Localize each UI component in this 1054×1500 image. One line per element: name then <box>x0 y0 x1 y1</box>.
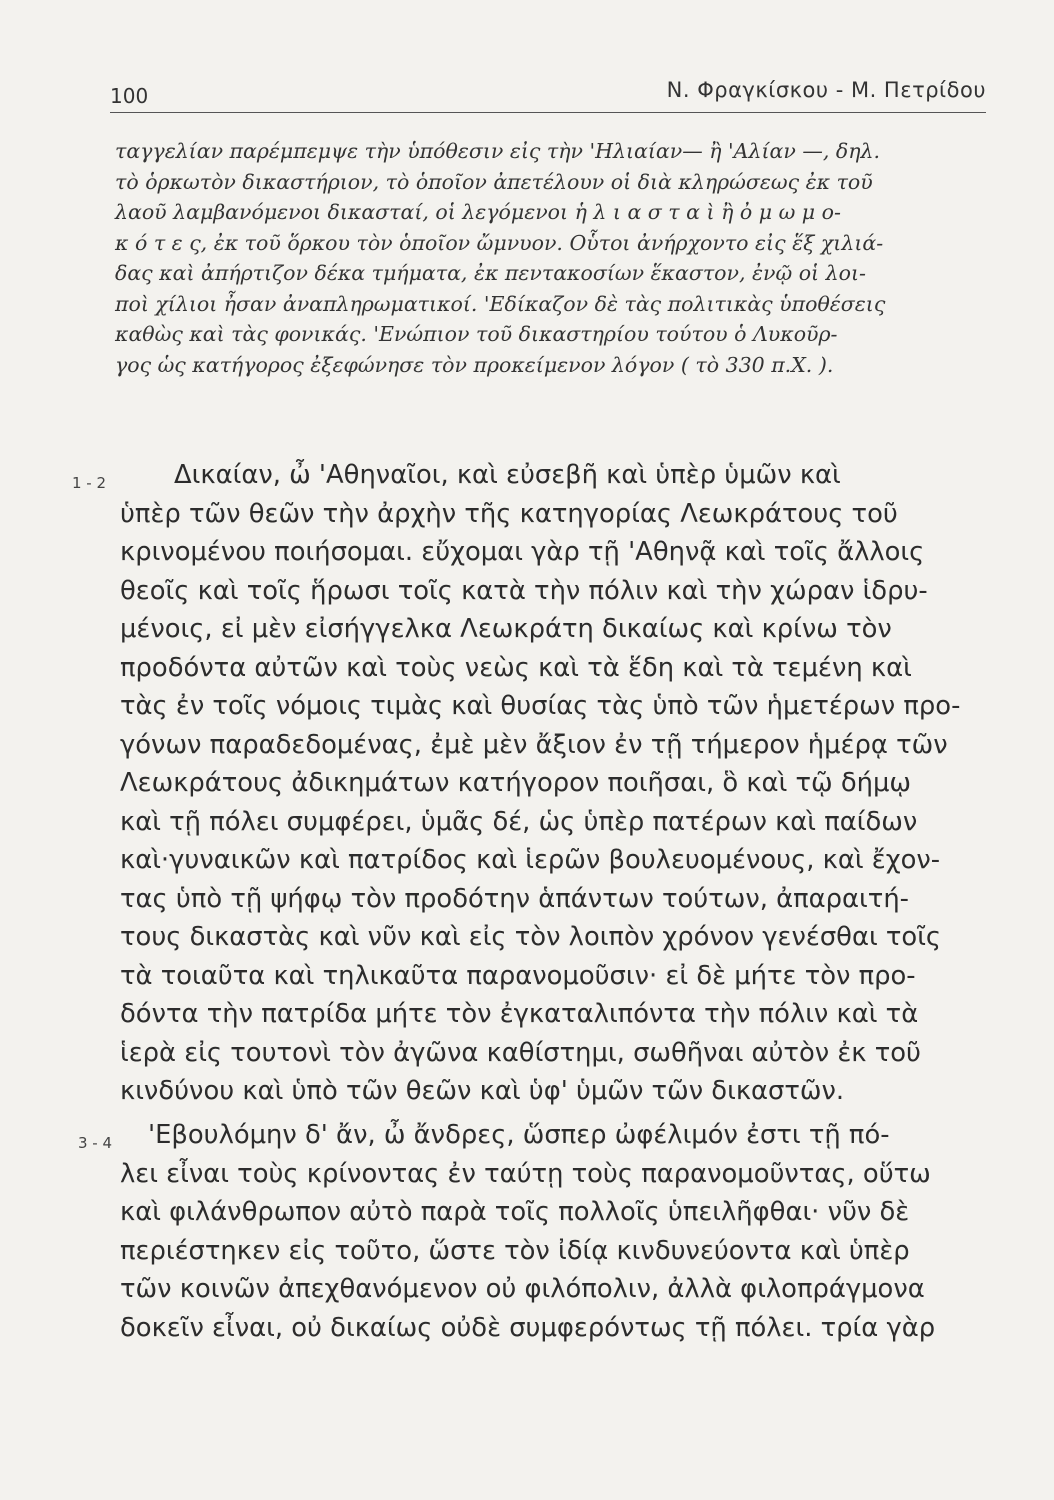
intro-line: καθὼς καὶ τὰς φονικάς. 'Ενώπιον τοῦ δικαστηρίου τούτου ὁ Λυκοῦρ- <box>115 322 838 346</box>
page-header <box>110 78 986 112</box>
greek-line: καὶ τῇ πόλει συμφέρει, ὑμᾶς δέ, ὡς ὑπὲρ πατέρων καὶ παίδων <box>120 806 918 837</box>
intro-line: γος ὡς κατήγορος ἐξεφώνησε τὸν προκείμενον λόγον ( τὸ 330 π.Χ. ). <box>115 352 834 377</box>
greek-line: καὶ φιλάνθρωπον αὐτὸ παρὰ τοῖς πολλοῖς ὑπειλῆφθαι· νῦν δὲ <box>120 1197 910 1227</box>
page-number: 100 <box>110 84 149 108</box>
greek-line: μένοις, εἰ μὲν εἰσήγγελκα Λεωκράτη δικαίως καὶ κρίνω τὸν <box>120 614 892 644</box>
greek-line: λει εἶναι τοὺς κρίνοντας ἐν ταύτῃ τοὺς παρανομοῦντας, οὕτω <box>120 1158 931 1189</box>
greek-line: δόντα τὴν πατρίδα μήτε τὸν ἐγκαταλιπόντα τὴν πόλιν καὶ τὰ <box>120 999 919 1029</box>
intro-commentary <box>115 136 980 380</box>
greek-line: τῶν κοινῶν ἀπεχθανόμενον οὐ φιλόπολιν, ἀλλὰ φιλοπράγμονα <box>120 1274 925 1304</box>
greek-line: ὑπὲρ τῶν θεῶν τὴν ἀρχὴν τῆς κατηγορίας Λεωκράτους τοῦ <box>120 498 898 529</box>
intro-line: ταγγελίαν παρέμπεμψε τὴν ὑπόθεσιν εἰς τὴν 'Ηλιαίαν— ἢ 'Αλίαν —, δηλ. <box>115 139 880 163</box>
greek-line: κρινομένου ποιήσομαι. εὔχομαι γὰρ τῇ 'Αθηνᾷ καὶ τοῖς ἄλλοις <box>120 537 925 567</box>
intro-line: κ ό τ ε ς, ἐκ τοῦ ὅρκου τὸν ὁποῖον ὤμνυον. Οὗτοι ἀνήρχοντο εἰς ἕξ χιλιά- <box>115 230 884 255</box>
greek-line: Δικαίαν, ὦ 'Αθηναῖοι, καὶ εὐσεβῆ καὶ ὑπὲρ ὑμῶν καὶ <box>174 460 841 490</box>
header-rule <box>110 112 986 113</box>
intro-line: ποὶ χίλιοι ἦσαν ἀναπληρωματικοί. 'Εδίκαζον δὲ τὰς πολιτικὰς ὑποθέσεις <box>115 291 886 316</box>
greek-line: δοκεῖν εἶναι, οὐ δικαίως οὐδὲ συμφερόντως τῇ πόλει. τρία γὰρ <box>120 1312 936 1343</box>
greek-line: τὰς ἐν τοῖς νόμοις τιμὰς καὶ θυσίας τὰς ὑπὸ τῶν ἡμετέρων προ- <box>120 691 961 721</box>
intro-line: τὸ ὁρκωτὸν δικαστήριον, τὸ ὁποῖον ἀπετέλουν οἱ διὰ κληρώσεως ἐκ τοῦ <box>115 169 873 194</box>
greek-line: κινδύνου καὶ ὑπὸ τῶν θεῶν καὶ ὑφ' ὑμῶν τῶν δικαστῶν. <box>120 1076 845 1106</box>
section-marker: 1 - 2 <box>72 474 107 492</box>
greek-line: Λεωκράτους ἀδικημάτων κατήγορον ποιῆσαι, ὃ καὶ τῷ δήμῳ <box>120 768 911 798</box>
intro-line: δας καὶ ἀπήρτιζον δέκα τμήματα, ἐκ πεντακοσίων ἕκαστον, ἐνῷ οἱ λοι- <box>115 261 866 285</box>
greek-line: θεοῖς καὶ τοῖς ἥρωσι τοῖς κατὰ τὴν πόλιν καὶ τὴν χώραν ἱδρυ- <box>120 575 928 606</box>
greek-line: καὶ·γυναικῶν καὶ πατρίδος καὶ ἱερῶν βουλευομένους, καὶ ἔχον- <box>120 845 941 875</box>
greek-line: περιέστηκεν εἰς τοῦτο, ὥστε τὸν ἰδίᾳ κινδυνεύοντα καὶ ὑπὲρ <box>120 1235 910 1266</box>
greek-line: προδόντα αὐτῶν καὶ τοὺς νεὼς καὶ τὰ ἕδη καὶ τὰ τεμένη καὶ <box>120 652 912 683</box>
greek-line: τας ὑπὸ τῇ ψήφῳ τὸν προδότην ἁπάντων τούτων, ἀπαραιτή- <box>120 883 909 914</box>
greek-line: γόνων παραδεδομένας, ἐμὲ μὲν ἄξιον ἐν τῇ τήμερον ἡμέρᾳ τῶν <box>120 729 948 760</box>
running-head-authors: N. Φραγκίσκου - Μ. Πετρίδου <box>666 78 986 102</box>
greek-line: τους δικαστὰς καὶ νῦν καὶ εἰς τὸν λοιπὸν χρόνον γενέσθαι τοῖς <box>120 922 942 952</box>
section-marker: 3 - 4 <box>78 1134 113 1152</box>
greek-line: ἱερὰ εἰς τουτονὶ τὸν ἀγῶνα καθίστημι, σωθῆναι αὐτὸν ἐκ τοῦ <box>120 1037 921 1068</box>
intro-line: λαοῦ λαμβανόμενοι δικασταί, οἱ λεγόμενοι ἡ λ ι α σ τ α ὶ ἢ ὀ μ ω μ ο- <box>115 200 841 224</box>
greek-line: 'Εβουλόμην δ' ἄν, ὦ ἄνδρες, ὥσπερ ὠφέλιμόν ἐστι τῇ πό- <box>148 1120 890 1150</box>
greek-line: τὰ τοιαῦτα καὶ τηλικαῦτα παρανομοῦσιν· εἰ δὲ μήτε τὸν προ- <box>120 960 916 991</box>
